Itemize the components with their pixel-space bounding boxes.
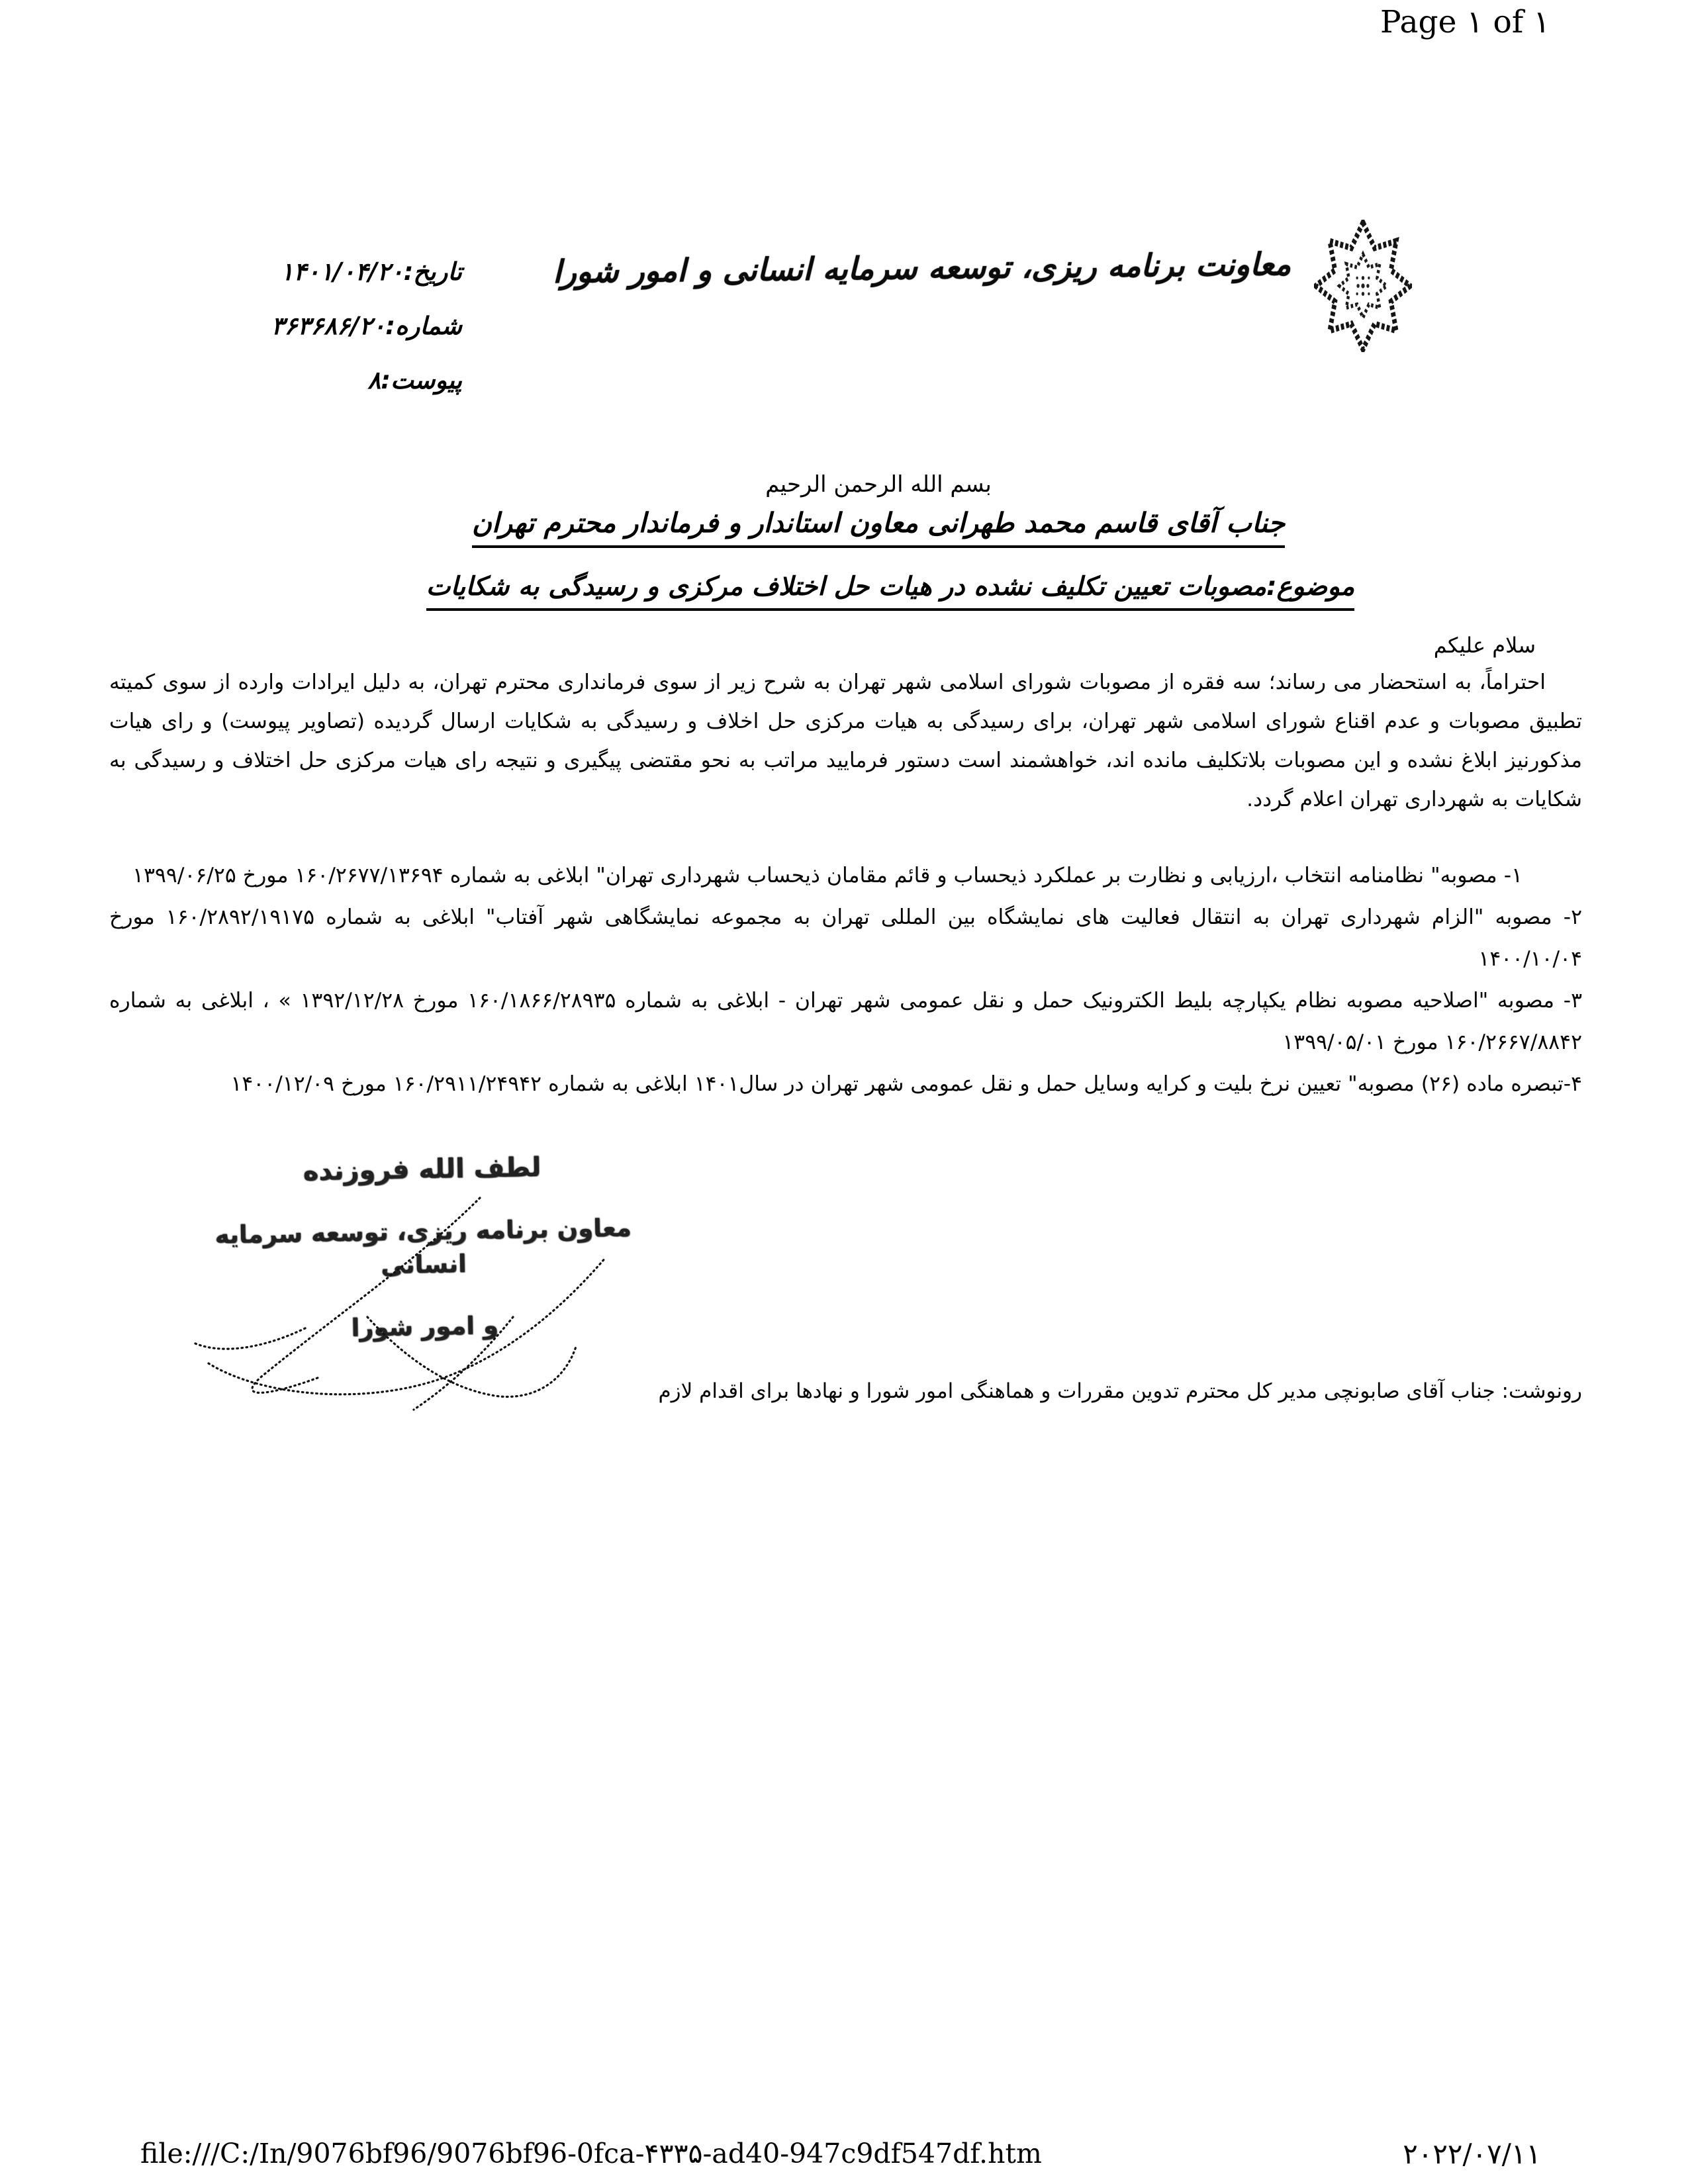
number-value: ۳۶۳۶۸۶/۲۰ xyxy=(271,312,386,340)
letterhead-org-title: معاونت برنامه ریزی، توسعه سرمایه انسانی و امور شورا xyxy=(552,246,1291,291)
print-footer-file-url: file:///C:/In/9076bf96/9076bf96-0fca-۴۳۳۵-ad40-947c9df547df.htm xyxy=(140,2138,1042,2169)
cc-line: رونوشت: جناب آقای صابونچی مدیر کل محترم تدوین مقررات و هماهنگی امور شورا و نهادها برای اقدام لازم xyxy=(658,1379,1582,1403)
attachment-label: پیوست: xyxy=(381,366,462,394)
date-label: تاریخ: xyxy=(403,257,462,286)
letter-body-paragraph: احتراماً، به استحضار می رساند؛ سه فقره از مصوبات شورای اسلامی شهر تهران به شرح زیر از سوی فرمانداری محترم تهران، به دلیل ایرادات وارده از سوی کمیته تطبیق مصوبات و عدم اقناع شورای اسلامی شهر تهران، برای رسیدگی به هیات مرکزی حل اخلاف و رسیدگی به شکایات ارسال گردیده (تصاویر پیوست) و رای هیات مذکورنیز ابلاغ نشده و این مصوبات بلاتکلیف مانده اند، خواهشمند است دستور فرمایید مراتب به نحو مقتضی پیگیری و نتیجه رای هیات مرکزی حل اختلاف و رسیدگی به شکایات به شهرداری تهران اعلام گردد. xyxy=(109,670,1582,811)
list-item-2: ۲- مصوبه "الزام شهرداری تهران به انتقال فعالیت های نمایشگاه بین المللی تهران به مجموعه نمایشگاهی شهر آفتاب" ابلاغی به شماره ۱۶۰/۲۸۹۲/۱۹۱۷۵ مورخ ۱۴۰۰/۱۰/۰۴ xyxy=(109,905,1582,971)
attachment-value: ۸ xyxy=(367,366,381,394)
signer-title-line2: و امور شورا xyxy=(351,1311,499,1342)
number-label: شماره: xyxy=(385,312,462,340)
letterhead-meta-fields xyxy=(271,257,462,420)
list-item-1: ۱- مصوبه" نظامنامه انتخاب ،ارزیابی و نظارت بر عملکرد ذیحساب و قائم مقامان ذیحساب شهرداری تهران" ابلاغی به شماره ۱۶۰/۲۶۷۷/۱۳۶۹۴ مورخ ۱۳۹۹/۰۶/۲۵ xyxy=(132,864,1523,887)
addressee-text: جناب آقای قاسم محمد طهرانی معاون استاندار و فرماندار محترم تهران xyxy=(472,507,1285,548)
salutation-line: سلام علیکم xyxy=(1433,633,1536,658)
bismillah-line: بسم الله الرحمن الرحیم xyxy=(765,471,992,498)
subject-text: موضوع:مصوبات تعیین تکلیف نشده در هیات حل اختلاف مرکزی و رسیدگی به شکایات xyxy=(426,572,1354,611)
subject-line xyxy=(0,572,1688,611)
list-item-4: ۴-تبصره ماده (۲۶) مصوبه" تعیین نرخ بلیت و کرایه وسایل حمل و نقل عمومی شهر تهران در سال۱۴۰۱ ابلاغی به شماره ۱۶۰/۲۹۱۱/۲۴۹۴۲ مورخ ۱۴۰۰/۱۲/۰۹ xyxy=(230,1072,1582,1096)
attachment-field xyxy=(283,365,462,396)
print-footer-date: ۲۰۲۲/۰۷/۱۱ xyxy=(1403,2138,1541,2170)
signer-name: لطف الله فروزنده xyxy=(303,1152,541,1187)
signer-title-line1: معاون برنامه ریزی، توسعه سرمایه انسانی xyxy=(214,1213,632,1280)
resolutions-list xyxy=(109,855,1582,1105)
print-page-number: Page ۱ of ۱ xyxy=(1380,4,1550,40)
number-field xyxy=(271,311,462,341)
date-value: ۱۴۰۱/۰۴/۲۰ xyxy=(280,257,404,286)
tehran-municipality-logo-icon xyxy=(1314,220,1412,352)
addressee-line xyxy=(0,507,1688,548)
date-field xyxy=(280,257,462,287)
list-item-3: ۳- مصوبه "اصلاحیه مصوبه نظام یکپارچه بلیط الکترونیک حمل و نقل عمومی شهر تهران - ابلاغی به شماره ۱۶۰/۱۸۶۶/۲۸۹۳۵ مورخ ۱۳۹۲/۱۲/۲۸ » ، ابلاغی به شماره ۱۶۰/۲۶۶۷/۸۸۴۲ مورخ ۱۳۹۹/۰۵/۰۱ xyxy=(109,989,1583,1054)
